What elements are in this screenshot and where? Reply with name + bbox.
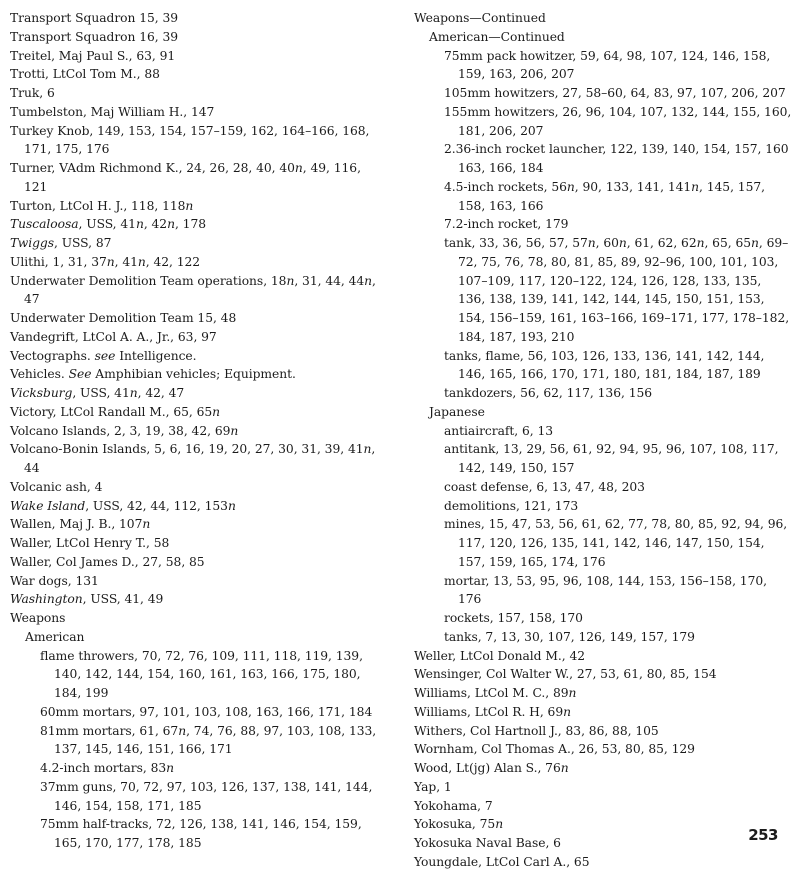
index-entry-text: tanks, 7, 13, 30, 107, 126, 149, 157, 179 bbox=[444, 629, 695, 644]
index-entry bbox=[10, 553, 388, 572]
index-entry-text: Yokohama, 7 bbox=[414, 798, 493, 813]
index-entry bbox=[40, 759, 388, 778]
index-entry bbox=[10, 65, 388, 84]
index-entry bbox=[444, 178, 792, 216]
index-column-left bbox=[10, 9, 388, 853]
index-entry-text: , 65, 65 bbox=[704, 236, 751, 250]
index-entry-italic-text: See bbox=[68, 367, 92, 382]
index-entry-text: , 69–72, 75, 76, 78, 80, 81, 85, 89, 92–96, 100, 101, 103, 107–109, 117, 120–122, 124, 126, 128, 133, 135, 136, 138, 139, 141, 142, 144, 145, 150, 151, 153, 154, 156–159, 161, 163–166, 169–171, 177, 178–182, 184, 187, 193, 210 bbox=[458, 236, 790, 344]
index-entry-text: mines, 15, 47, 53, 56, 61, 62, 77, 78, 80, 85, 92, 94, 96, 117, 120, 126, 135, 141, 142, 146, 147, 150, 154, 157, 159, 165, 174, 176 bbox=[444, 517, 788, 569]
index-entry-text: 105mm howitzers, 27, 58–60, 64, 83, 97, 107, 206, 207 bbox=[444, 86, 786, 100]
index-entry bbox=[10, 234, 388, 253]
index-entry-text: 4.5-inch rockets, 56 bbox=[444, 179, 567, 194]
index-entry-italic-text: n bbox=[137, 254, 146, 269]
index-entry-text: Yokosuka Naval Base, 6 bbox=[414, 836, 561, 850]
index-entry bbox=[444, 347, 792, 385]
index-entry bbox=[10, 309, 388, 328]
index-entry-italic-text: n bbox=[167, 217, 175, 232]
index-entry-text: Wornham, Col Thomas A., 26, 53, 80, 85, 129 bbox=[414, 742, 695, 757]
index-entry bbox=[444, 609, 792, 628]
index-entry bbox=[10, 197, 388, 216]
index-entry-italic-text: Twiggs bbox=[10, 236, 54, 250]
index-entry-text: flame throwers, 70, 72, 76, 109, 111, 118, 119, 139, 140, 142, 144, 154, 160, 161, 163, 166, 175, 180, 184, 199 bbox=[40, 648, 363, 700]
index-entry bbox=[10, 497, 388, 516]
index-entry bbox=[414, 815, 792, 834]
index-entry-text: mortar, 13, 53, 95, 96, 108, 144, 153, 156–158, 170, 176 bbox=[444, 573, 767, 607]
index-entry-text: Waller, Col James D., 27, 58, 85 bbox=[10, 554, 205, 569]
index-entry-text: , 41 bbox=[114, 254, 138, 269]
index-entry-italic-text: Washington bbox=[10, 592, 83, 607]
index-entry-text: 7.2-inch rocket, 179 bbox=[444, 217, 569, 232]
index-entry-italic-text: n bbox=[286, 273, 295, 288]
index-entry-italic-text: n bbox=[230, 423, 239, 438]
index-entry bbox=[444, 47, 792, 85]
index-entry-text: antiaircraft, 6, 13 bbox=[444, 423, 554, 438]
index-entry-italic-text: n bbox=[166, 761, 175, 775]
index-entry bbox=[10, 609, 388, 628]
index-entry bbox=[10, 28, 388, 47]
index-entry bbox=[444, 140, 792, 178]
index-entry-italic-text: n bbox=[563, 704, 571, 719]
index-entry-text: 60mm mortars, 97, 101, 103, 108, 163, 166, 171, 184 bbox=[40, 704, 373, 719]
index-entry-italic-text: n bbox=[135, 217, 144, 232]
index-entry-text: Yap, 1 bbox=[414, 779, 452, 794]
index-entry-text: 2.36-inch rocket launcher, 122, 139, 140, 154, 157, 160 163, 166, 184 bbox=[444, 142, 789, 175]
index-entry bbox=[10, 159, 388, 197]
index-entry-text: Withers, Col Hartnoll J., 83, 86, 88, 105 bbox=[414, 723, 659, 738]
index-entry-text: Trotti, LtCol Tom M., 88 bbox=[10, 67, 160, 82]
index-entry-text: , 42, 47 bbox=[137, 386, 185, 400]
index-entry-text: Turton, LtCol H. J., 118, 118 bbox=[10, 198, 186, 213]
index-entry-text: American bbox=[25, 629, 85, 644]
index-entry bbox=[10, 253, 388, 272]
index-entry-text: , 74, 76, 88, 97, 103, 108, 133, 137, 145, 146, 151, 166, 171 bbox=[54, 723, 377, 757]
index-entry bbox=[444, 572, 792, 610]
index-entry-text: , USS, 41 bbox=[72, 386, 130, 400]
index-column-right bbox=[414, 9, 792, 872]
index-entry-text: Vectographs. bbox=[10, 348, 95, 363]
index-entry bbox=[40, 722, 388, 760]
index-entry-text: Turkey Knob, 149, 153, 154, 157–159, 162, 164–166, 168, 171, 175, 176 bbox=[10, 123, 370, 157]
index-entry-italic-text: n bbox=[142, 517, 151, 532]
index-entry-italic-text: n bbox=[560, 761, 569, 775]
page-number: 253 bbox=[748, 826, 778, 844]
index-entry bbox=[414, 797, 792, 816]
index-entry-text: , 44 bbox=[24, 442, 376, 475]
index-entry-italic-text: n bbox=[568, 686, 577, 700]
index-entry-text: Turner, VAdm Richmond K., 24, 26, 28, 40, 40 bbox=[10, 161, 295, 175]
index-entry-text: Wood, Lt(jg) Alan S., 76 bbox=[414, 761, 561, 775]
index-entry bbox=[414, 740, 792, 759]
index-entry bbox=[414, 684, 792, 703]
index-entry bbox=[10, 384, 388, 403]
index-entry bbox=[25, 628, 388, 647]
index-entry bbox=[40, 815, 388, 853]
index-entry-text: , 60 bbox=[595, 236, 619, 250]
index-entry bbox=[40, 703, 388, 722]
index-entry bbox=[429, 28, 792, 47]
index-entry-italic-text: n bbox=[618, 236, 627, 250]
index-entry bbox=[444, 440, 792, 478]
index-entry bbox=[10, 215, 388, 234]
index-entry-text: Victory, LtCol Randall M., 65, 65 bbox=[10, 404, 213, 419]
index-entry bbox=[40, 778, 388, 816]
index-entry-text: , USS, 42, 44, 112, 153 bbox=[85, 498, 228, 513]
index-entry-italic-text: Wake Island bbox=[10, 498, 86, 513]
index-entry bbox=[10, 47, 388, 66]
index-entry bbox=[10, 440, 388, 478]
index-entry-text: , 90, 133, 141, 141 bbox=[574, 179, 692, 194]
index-entry bbox=[10, 103, 388, 122]
index-entry bbox=[10, 403, 388, 422]
index-entry-italic-text: n bbox=[364, 273, 373, 288]
index-entry bbox=[414, 853, 792, 872]
index-entry bbox=[444, 422, 792, 441]
index-entry bbox=[414, 722, 792, 741]
index-entry bbox=[10, 347, 388, 366]
index-entry-text: , 47 bbox=[24, 273, 376, 307]
index-entry bbox=[10, 534, 388, 553]
index-entry-text: Weapons bbox=[10, 611, 66, 625]
index-entry-text: Ulithi, 1, 31, 37 bbox=[10, 254, 107, 269]
index-entry-text: Transport Squadron 16, 39 bbox=[10, 29, 179, 44]
index-entry-italic-text: n bbox=[691, 179, 700, 194]
index-entry-italic-text: n bbox=[566, 179, 575, 194]
index-entry bbox=[444, 628, 792, 647]
index-entry-text: Tumbelston, Maj William H., 147 bbox=[10, 104, 215, 119]
index-entry-text: Underwater Demolition Team operations, 18 bbox=[10, 273, 287, 288]
index-entry-text: 75mm pack howitzer, 59, 64, 98, 107, 124, 146, 158, 159, 163, 206, 207 bbox=[444, 48, 771, 82]
index-entry-text: tankdozers, 56, 62, 117, 136, 156 bbox=[444, 386, 653, 400]
index-entry-text: , 42, 122 bbox=[145, 254, 201, 269]
index-entry-italic-text: n bbox=[129, 386, 138, 400]
index-entry-text: , 31, 44, 44 bbox=[294, 273, 365, 288]
index-entry bbox=[10, 572, 388, 591]
index-entry-text: Intelligence. bbox=[115, 348, 197, 363]
index-entry bbox=[444, 103, 792, 141]
index-entry-text: rockets, 157, 158, 170 bbox=[444, 611, 583, 625]
index-entry bbox=[414, 703, 792, 722]
index-entry bbox=[414, 647, 792, 666]
index-entry-text: tank, 33, 36, 56, 57, 57 bbox=[444, 236, 588, 250]
index-entry-text: Vandegrift, LtCol A. A., Jr., 63, 97 bbox=[10, 329, 217, 344]
index-entry bbox=[40, 647, 388, 703]
index-entry bbox=[444, 215, 792, 234]
index-entry-italic-text: n bbox=[212, 404, 221, 419]
index-entry-text: , 145, 157, 158, 163, 166 bbox=[458, 179, 765, 213]
index-entry bbox=[10, 328, 388, 347]
index-entry bbox=[414, 9, 792, 28]
index-entry bbox=[10, 84, 388, 103]
index-entry-text: Youngdale, LtCol Carl A., 65 bbox=[414, 854, 590, 869]
index-entry-italic-text: see bbox=[94, 348, 116, 363]
index-entry-text: Wallen, Maj J. B., 107 bbox=[10, 517, 143, 532]
index-entry-text: Truk, 6 bbox=[10, 86, 55, 100]
index-entry bbox=[444, 478, 792, 497]
index-entry-italic-text: n bbox=[363, 442, 372, 457]
index-entry bbox=[444, 84, 792, 103]
index-entry-italic-text: Tuscaloosa bbox=[10, 217, 79, 232]
index-entry bbox=[10, 9, 388, 28]
index-entry bbox=[10, 590, 388, 609]
index-entry-text: coast defense, 6, 13, 47, 48, 203 bbox=[444, 479, 645, 494]
index-entry-text: Volcano Islands, 2, 3, 19, 38, 42, 69 bbox=[10, 423, 231, 438]
index-entry-text: Weapons—Continued bbox=[414, 11, 546, 25]
index-entry-italic-text: n bbox=[495, 817, 504, 832]
index-entry bbox=[10, 422, 388, 441]
index-entry-text: , USS, 41 bbox=[78, 217, 136, 232]
index-entry-text: Treitel, Maj Paul S., 63, 91 bbox=[10, 48, 176, 63]
index-entry bbox=[10, 515, 388, 534]
index-entry-text: American—Continued bbox=[429, 29, 565, 44]
index-entry-text: Japanese bbox=[429, 404, 485, 419]
index-entry-italic-text: Vicksburg bbox=[10, 386, 73, 400]
index-entry bbox=[444, 497, 792, 516]
index-entry-text: Vehicles. bbox=[10, 367, 69, 382]
index-entry-italic-text: n bbox=[294, 161, 303, 175]
index-entry-text: Underwater Demolition Team 15, 48 bbox=[10, 311, 237, 325]
index-entry bbox=[10, 122, 388, 160]
index-entry bbox=[414, 759, 792, 778]
index-entry-italic-text: n bbox=[185, 198, 194, 213]
index-entry bbox=[429, 403, 792, 422]
index-entry-italic-text: n bbox=[178, 723, 187, 738]
index-entry-text: Amphibian vehicles; Equipment. bbox=[91, 367, 296, 382]
index-entry-text: Volcanic ash, 4 bbox=[10, 479, 103, 494]
index-entry-italic-text: n bbox=[227, 498, 236, 513]
index-entry-italic-text: n bbox=[106, 254, 115, 269]
index-entry-text: , 49, 116, 121 bbox=[24, 161, 361, 194]
index-entry-text: Weller, LtCol Donald M., 42 bbox=[414, 648, 586, 663]
index-entry-text: , 61, 62, 62 bbox=[626, 236, 697, 250]
index-entry-text: 37mm guns, 70, 72, 97, 103, 126, 137, 138, 141, 144, 146, 154, 158, 171, 185 bbox=[40, 779, 373, 813]
index-entry bbox=[414, 778, 792, 797]
index-entry-text: Transport Squadron 15, 39 bbox=[10, 11, 179, 25]
index-entry-text: 155mm howitzers, 26, 96, 104, 107, 132, 144, 155, 160, 181, 206, 207 bbox=[444, 104, 792, 138]
index-entry bbox=[10, 365, 388, 384]
index-entry-text: 4.2-inch mortars, 83 bbox=[40, 761, 167, 775]
index-entry-text: Yokosuka, 75 bbox=[414, 817, 496, 832]
index-entry-text: Wensinger, Col Walter W., 27, 53, 61, 80, 85, 154 bbox=[414, 667, 717, 682]
index-entry-text: , USS, 41, 49 bbox=[82, 592, 164, 607]
index-entry-italic-text: n bbox=[751, 236, 759, 250]
index-entry-text: 81mm mortars, 61, 67 bbox=[40, 723, 179, 738]
index-entry-text: Volcano-Bonin Islands, 5, 6, 16, 19, 20, 27, 30, 31, 39, 41 bbox=[10, 442, 364, 457]
index-entry bbox=[444, 234, 792, 347]
index-entry-text: War dogs, 131 bbox=[10, 573, 99, 588]
index-entry bbox=[444, 515, 792, 571]
index-entry bbox=[10, 272, 388, 310]
index-entry-text: tanks, flame, 56, 103, 126, 133, 136, 141, 142, 144, 146, 165, 166, 170, 171, 180, 181, 184, 187, 189 bbox=[444, 348, 765, 382]
index-entry-text: Williams, LtCol R. H, 69 bbox=[414, 704, 564, 719]
index-entry-italic-text: n bbox=[587, 236, 596, 250]
index-entry-italic-text: n bbox=[696, 236, 705, 250]
index-entry-text: Waller, LtCol Henry T., 58 bbox=[10, 536, 170, 550]
index-entry-text: , 42 bbox=[143, 217, 168, 232]
index-entry-text: demolitions, 121, 173 bbox=[444, 498, 579, 513]
index-entry-text: antitank, 13, 29, 56, 61, 92, 94, 95, 96, 107, 108, 117, 142, 149, 150, 157 bbox=[444, 442, 779, 475]
index-entry-text: 75mm half-tracks, 72, 126, 138, 141, 146, 154, 159, 165, 170, 177, 178, 185 bbox=[40, 817, 362, 850]
index-entry bbox=[414, 665, 792, 684]
index-entry-text: Williams, LtCol M. C., 89 bbox=[414, 686, 569, 700]
index-entry-text: , 178 bbox=[174, 217, 206, 232]
index-entry bbox=[444, 384, 792, 403]
index-entry-text: , USS, 87 bbox=[53, 236, 112, 250]
index-entry bbox=[10, 478, 388, 497]
index-entry bbox=[414, 834, 792, 853]
